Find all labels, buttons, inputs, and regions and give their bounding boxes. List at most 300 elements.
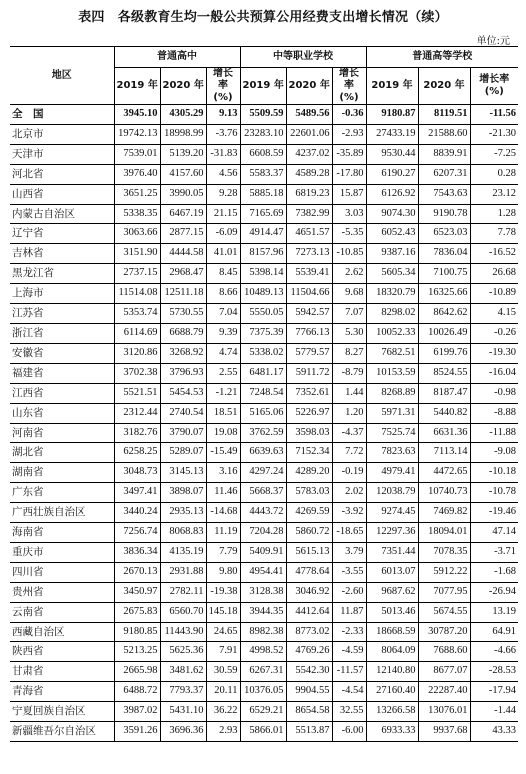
value-cell: -3.71	[470, 542, 518, 562]
value-cell: -5.35	[332, 224, 366, 244]
value-cell: 32.55	[332, 702, 366, 722]
value-cell: 10052.33	[366, 323, 418, 343]
value-cell: 9180.85	[114, 622, 160, 642]
value-cell: 6199.76	[418, 343, 470, 363]
value-cell: 6560.70	[160, 602, 206, 622]
value-cell: 3762.59	[240, 423, 286, 443]
value-cell: 11514.08	[114, 284, 160, 304]
table-row	[10, 602, 518, 622]
value-cell: 7766.13	[286, 323, 332, 343]
value-cell: 4778.64	[286, 562, 332, 582]
region-name: 安徽省	[10, 343, 114, 363]
value-cell: 7688.60	[418, 642, 470, 662]
value-cell: 7351.44	[366, 542, 418, 562]
table-row	[10, 284, 518, 304]
value-cell: 2737.15	[114, 264, 160, 284]
value-cell: 1.44	[332, 383, 366, 403]
region-name: 河北省	[10, 164, 114, 184]
value-cell: 9687.62	[366, 582, 418, 602]
value-cell: 9387.16	[366, 244, 418, 264]
value-cell: -17.80	[332, 164, 366, 184]
value-cell: 4305.29	[160, 105, 206, 125]
table-row	[10, 662, 518, 682]
value-cell: 3128.38	[240, 582, 286, 602]
value-cell: 4914.47	[240, 224, 286, 244]
value-cell: 2.93	[206, 722, 240, 742]
table-row	[10, 503, 518, 523]
value-cell: -17.94	[470, 682, 518, 702]
value-cell: 27160.40	[366, 682, 418, 702]
value-cell: 8982.38	[240, 622, 286, 642]
value-cell: 2665.98	[114, 662, 160, 682]
value-cell: 6114.69	[114, 323, 160, 343]
value-cell: 3990.05	[160, 184, 206, 204]
value-cell: -4.59	[332, 642, 366, 662]
value-cell: 3048.73	[114, 463, 160, 483]
value-cell: 4443.72	[240, 503, 286, 523]
value-cell: -19.38	[206, 582, 240, 602]
value-cell: 1.28	[470, 204, 518, 224]
value-cell: -11.88	[470, 423, 518, 443]
region-name: 黑龙江省	[10, 264, 114, 284]
value-cell: -19.30	[470, 343, 518, 363]
table-row	[10, 682, 518, 702]
value-cell: 6013.07	[366, 562, 418, 582]
value-cell: 13266.58	[366, 702, 418, 722]
value-cell: 3796.93	[160, 363, 206, 383]
value-cell: 9.68	[332, 284, 366, 304]
value-cell: 7256.74	[114, 523, 160, 543]
value-cell: 5013.46	[366, 602, 418, 622]
region-name: 四川省	[10, 562, 114, 582]
value-cell: 4444.58	[160, 244, 206, 264]
value-cell: 3.16	[206, 463, 240, 483]
value-cell: 10489.13	[240, 284, 286, 304]
table-row	[10, 343, 518, 363]
value-cell: 2740.54	[160, 403, 206, 423]
value-cell: 5513.87	[286, 722, 332, 742]
header-rate: 增长率(%)	[206, 68, 240, 105]
value-cell: 4769.26	[286, 642, 332, 662]
value-cell: 19742.13	[114, 124, 160, 144]
value-cell: 18094.01	[418, 523, 470, 543]
value-cell: 9074.30	[366, 204, 418, 224]
value-cell: -16.52	[470, 244, 518, 264]
value-cell: -18.65	[332, 523, 366, 543]
value-cell: 3182.76	[114, 423, 160, 443]
value-cell: 8119.51	[418, 105, 470, 125]
region-name: 广东省	[10, 483, 114, 503]
value-cell: 3987.02	[114, 702, 160, 722]
region-name: 甘肃省	[10, 662, 114, 682]
value-cell: 24.65	[206, 622, 240, 642]
table-row	[10, 722, 518, 742]
value-cell: 7.72	[332, 443, 366, 463]
value-cell: 3268.92	[160, 343, 206, 363]
value-cell: 5615.13	[286, 542, 332, 562]
header-rate: 增长率(%)	[470, 68, 518, 105]
region-name: 山西省	[10, 184, 114, 204]
value-cell: 3898.07	[160, 483, 206, 503]
value-cell: 4954.41	[240, 562, 286, 582]
value-cell: -4.66	[470, 642, 518, 662]
value-cell: 10153.59	[366, 363, 418, 383]
value-cell: 5730.55	[160, 304, 206, 324]
table-row	[10, 383, 518, 403]
value-cell: 8.27	[332, 343, 366, 363]
value-cell: 3651.25	[114, 184, 160, 204]
value-cell: 5139.20	[160, 144, 206, 164]
value-cell: -4.54	[332, 682, 366, 702]
region-name: 陕西省	[10, 642, 114, 662]
value-cell: 10740.73	[418, 483, 470, 503]
value-cell: 5605.34	[366, 264, 418, 284]
value-cell: 4589.28	[286, 164, 332, 184]
value-cell: -8.79	[332, 363, 366, 383]
value-cell: 9190.78	[418, 204, 470, 224]
value-cell: 8524.55	[418, 363, 470, 383]
value-cell: 5398.14	[240, 264, 286, 284]
region-name: 内蒙古自治区	[10, 204, 114, 224]
value-cell: -3.76	[206, 124, 240, 144]
value-cell: 2.02	[332, 483, 366, 503]
value-cell: 7248.54	[240, 383, 286, 403]
value-cell: 26.68	[470, 264, 518, 284]
value-cell: 5454.53	[160, 383, 206, 403]
value-cell: 3591.26	[114, 722, 160, 742]
value-cell: 6688.79	[160, 323, 206, 343]
region-name: 湖北省	[10, 443, 114, 463]
value-cell: 22287.40	[418, 682, 470, 702]
value-cell: 19.08	[206, 423, 240, 443]
region-name: 海南省	[10, 523, 114, 543]
value-cell: 5431.10	[160, 702, 206, 722]
value-cell: 6052.43	[366, 224, 418, 244]
header-group-vocational: 中等职业学校	[240, 47, 366, 68]
value-cell: 3696.36	[160, 722, 206, 742]
region-name: 新疆维吾尔自治区	[10, 722, 114, 742]
value-cell: 4.74	[206, 343, 240, 363]
value-cell: 4472.65	[418, 463, 470, 483]
value-cell: 10376.05	[240, 682, 286, 702]
value-cell: 8268.89	[366, 383, 418, 403]
value-cell: 4297.24	[240, 463, 286, 483]
value-cell: 7525.74	[366, 423, 418, 443]
value-cell: 6467.19	[160, 204, 206, 224]
value-cell: -19.46	[470, 503, 518, 523]
value-cell: 8773.02	[286, 622, 332, 642]
header-2020: 2020 年	[160, 68, 206, 105]
value-cell: 6523.03	[418, 224, 470, 244]
table-row	[10, 582, 518, 602]
value-cell: 7.78	[470, 224, 518, 244]
value-cell: 6126.92	[366, 184, 418, 204]
region-name: 湖南省	[10, 463, 114, 483]
value-cell: 6631.36	[418, 423, 470, 443]
value-cell: 3046.92	[286, 582, 332, 602]
value-cell: 7077.95	[418, 582, 470, 602]
value-cell: 0.28	[470, 164, 518, 184]
value-cell: 11504.66	[286, 284, 332, 304]
value-cell: 9.39	[206, 323, 240, 343]
value-cell: 3151.90	[114, 244, 160, 264]
region-name: 西藏自治区	[10, 622, 114, 642]
table-row	[10, 642, 518, 662]
table-row	[10, 523, 518, 543]
value-cell: 9937.68	[418, 722, 470, 742]
value-cell: 5971.31	[366, 403, 418, 423]
value-cell: 9.13	[206, 105, 240, 125]
header-region: 地区	[10, 47, 114, 105]
region-name: 宁夏回族自治区	[10, 702, 114, 722]
value-cell: -10.85	[332, 244, 366, 264]
value-cell: 18668.59	[366, 622, 418, 642]
value-cell: 3450.97	[114, 582, 160, 602]
value-cell: 7352.61	[286, 383, 332, 403]
value-cell: 5539.41	[286, 264, 332, 284]
value-cell: 64.91	[470, 622, 518, 642]
value-cell: 23.12	[470, 184, 518, 204]
value-cell: -2.60	[332, 582, 366, 602]
value-cell: 2670.13	[114, 562, 160, 582]
value-cell: 7100.75	[418, 264, 470, 284]
value-cell: 2.62	[332, 264, 366, 284]
value-cell: 7793.37	[160, 682, 206, 702]
table-row	[10, 443, 518, 463]
value-cell: 3481.62	[160, 662, 206, 682]
value-cell: 5583.37	[240, 164, 286, 184]
table-row	[10, 363, 518, 383]
value-cell: -3.55	[332, 562, 366, 582]
value-cell: 12297.36	[366, 523, 418, 543]
value-cell: 4412.64	[286, 602, 332, 622]
value-cell: 6819.23	[286, 184, 332, 204]
value-cell: -0.98	[470, 383, 518, 403]
value-cell: 2877.15	[160, 224, 206, 244]
value-cell: -1.21	[206, 383, 240, 403]
table-row	[10, 562, 518, 582]
value-cell: 8.66	[206, 284, 240, 304]
value-cell: 18320.79	[366, 284, 418, 304]
value-cell: -0.19	[332, 463, 366, 483]
value-cell: 9904.55	[286, 682, 332, 702]
value-cell: -1.44	[470, 702, 518, 722]
region-name: 青海省	[10, 682, 114, 702]
table-row	[10, 204, 518, 224]
value-cell: 5289.07	[160, 443, 206, 463]
table-row	[10, 244, 518, 264]
value-cell: 4269.59	[286, 503, 332, 523]
value-cell: 1.20	[332, 403, 366, 423]
value-cell: 5550.05	[240, 304, 286, 324]
table-row	[10, 224, 518, 244]
value-cell: 8654.58	[286, 702, 332, 722]
value-cell: 5213.25	[114, 642, 160, 662]
value-cell: 7375.39	[240, 323, 286, 343]
value-cell: 4.15	[470, 304, 518, 324]
region-name: 河南省	[10, 423, 114, 443]
value-cell: 8187.47	[418, 383, 470, 403]
value-cell: 6207.31	[418, 164, 470, 184]
value-cell: 7.91	[206, 642, 240, 662]
value-cell: 13076.01	[418, 702, 470, 722]
value-cell: 4979.41	[366, 463, 418, 483]
value-cell: 9.28	[206, 184, 240, 204]
table-row	[10, 124, 518, 144]
value-cell: 13.19	[470, 602, 518, 622]
region-name: 天津市	[10, 144, 114, 164]
value-cell: 5866.01	[240, 722, 286, 742]
value-cell: 6481.17	[240, 363, 286, 383]
value-cell: 30.59	[206, 662, 240, 682]
header-2019: 2019 年	[240, 68, 286, 105]
value-cell: 6488.72	[114, 682, 160, 702]
value-cell: 5509.59	[240, 105, 286, 125]
value-cell: 8298.02	[366, 304, 418, 324]
value-cell: 36.22	[206, 702, 240, 722]
value-cell: 3945.10	[114, 105, 160, 125]
value-cell: 8157.96	[240, 244, 286, 264]
value-cell: -16.04	[470, 363, 518, 383]
value-cell: 8839.91	[418, 144, 470, 164]
region-name: 广西壮族自治区	[10, 503, 114, 523]
value-cell: 3497.41	[114, 483, 160, 503]
value-cell: 8642.62	[418, 304, 470, 324]
value-cell: 9530.44	[366, 144, 418, 164]
value-cell: -1.68	[470, 562, 518, 582]
value-cell: 16325.66	[418, 284, 470, 304]
value-cell: 47.14	[470, 523, 518, 543]
region-name: 江西省	[10, 383, 114, 403]
value-cell: -2.33	[332, 622, 366, 642]
table-row	[10, 542, 518, 562]
value-cell: -7.25	[470, 144, 518, 164]
value-cell: -0.36	[332, 105, 366, 125]
value-cell: 7.79	[206, 542, 240, 562]
table-row	[10, 423, 518, 443]
value-cell: 4157.60	[160, 164, 206, 184]
region-name: 上海市	[10, 284, 114, 304]
value-cell: 2675.83	[114, 602, 160, 622]
table-row	[10, 164, 518, 184]
value-cell: 7469.82	[418, 503, 470, 523]
value-cell: -11.57	[332, 662, 366, 682]
value-cell: 7152.34	[286, 443, 332, 463]
data-table	[10, 46, 518, 742]
value-cell: 27433.19	[366, 124, 418, 144]
value-cell: 8068.83	[160, 523, 206, 543]
header-2020: 2020 年	[418, 68, 470, 105]
value-cell: 7.04	[206, 304, 240, 324]
value-cell: -35.89	[332, 144, 366, 164]
table-body	[10, 105, 518, 742]
value-cell: 23283.10	[240, 124, 286, 144]
value-cell: 7682.51	[366, 343, 418, 363]
value-cell: 6608.59	[240, 144, 286, 164]
value-cell: 3440.24	[114, 503, 160, 523]
value-cell: 7823.63	[366, 443, 418, 463]
value-cell: 5338.35	[114, 204, 160, 224]
table-row	[10, 702, 518, 722]
value-cell: 3.03	[332, 204, 366, 224]
value-cell: 6639.63	[240, 443, 286, 463]
table-row	[10, 323, 518, 343]
value-cell: 3.79	[332, 542, 366, 562]
value-cell: -6.00	[332, 722, 366, 742]
value-cell: 3836.34	[114, 542, 160, 562]
value-cell: 2.55	[206, 363, 240, 383]
header-group-higher-ed: 普通高等学校	[366, 47, 518, 68]
value-cell: 7113.14	[418, 443, 470, 463]
value-cell: -10.89	[470, 284, 518, 304]
value-cell: 2935.13	[160, 503, 206, 523]
table-row	[10, 264, 518, 284]
value-cell: 5542.30	[286, 662, 332, 682]
value-cell: 6933.33	[366, 722, 418, 742]
value-cell: -6.09	[206, 224, 240, 244]
value-cell: 2968.47	[160, 264, 206, 284]
table-row	[10, 144, 518, 164]
region-name: 重庆市	[10, 542, 114, 562]
region-name: 全 国	[10, 105, 114, 125]
value-cell: 4289.20	[286, 463, 332, 483]
value-cell: 4135.19	[160, 542, 206, 562]
value-cell: 6190.27	[366, 164, 418, 184]
value-cell: 7273.13	[286, 244, 332, 264]
value-cell: 9274.45	[366, 503, 418, 523]
value-cell: 12140.80	[366, 662, 418, 682]
region-name: 浙江省	[10, 323, 114, 343]
value-cell: -10.18	[470, 463, 518, 483]
value-cell: 5912.22	[418, 562, 470, 582]
value-cell: 5409.91	[240, 542, 286, 562]
value-cell: 2782.11	[160, 582, 206, 602]
value-cell: 15.87	[332, 184, 366, 204]
value-cell: 30787.20	[418, 622, 470, 642]
value-cell: 11.46	[206, 483, 240, 503]
value-cell: 5338.02	[240, 343, 286, 363]
value-cell: 18.51	[206, 403, 240, 423]
value-cell: 41.01	[206, 244, 240, 264]
value-cell: 11443.90	[160, 622, 206, 642]
value-cell: -4.37	[332, 423, 366, 443]
table-row	[10, 483, 518, 503]
table-row	[10, 463, 518, 483]
value-cell: -0.26	[470, 323, 518, 343]
value-cell: 3120.86	[114, 343, 160, 363]
value-cell: -26.94	[470, 582, 518, 602]
value-cell: 5783.03	[286, 483, 332, 503]
value-cell: 11.19	[206, 523, 240, 543]
value-cell: 3702.38	[114, 363, 160, 383]
value-cell: 7836.04	[418, 244, 470, 264]
value-cell: 22601.06	[286, 124, 332, 144]
table-row	[10, 105, 518, 125]
header-rate: 增长率(%)	[332, 68, 366, 105]
value-cell: 145.18	[206, 602, 240, 622]
value-cell: -28.53	[470, 662, 518, 682]
value-cell: 7543.63	[418, 184, 470, 204]
value-cell: 10026.49	[418, 323, 470, 343]
value-cell: -21.30	[470, 124, 518, 144]
value-cell: 5911.72	[286, 363, 332, 383]
value-cell: 4651.57	[286, 224, 332, 244]
value-cell: 3063.66	[114, 224, 160, 244]
region-name: 北京市	[10, 124, 114, 144]
value-cell: 7539.01	[114, 144, 160, 164]
value-cell: 3790.07	[160, 423, 206, 443]
unit-label: 单位:元	[476, 36, 510, 47]
